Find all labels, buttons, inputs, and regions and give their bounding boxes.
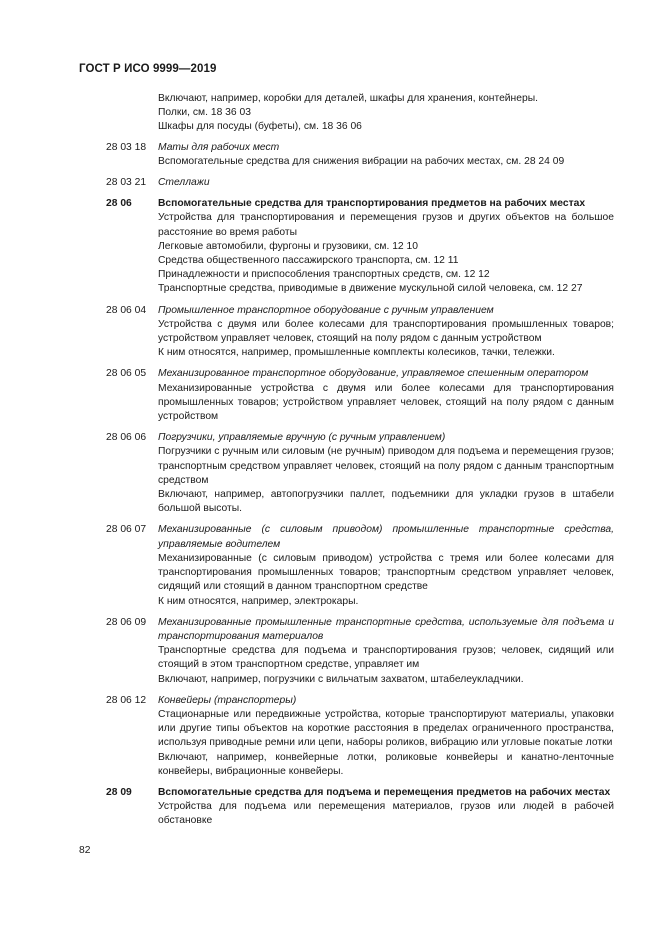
- entry-28-06-04: [106, 304, 614, 361]
- body-line: Механизированные устройства с двумя или более колесами для транспортирования промышленных товаров; устройством управляет человек, стоящий на полу рядом с данным устройством: [158, 382, 614, 423]
- entry-28-06-06: [106, 431, 614, 516]
- entry-code: 28 03 21: [106, 177, 147, 189]
- page-number: 82: [79, 845, 91, 856]
- entry-code: 28 06 05: [106, 368, 147, 380]
- classification-list: [106, 92, 614, 836]
- body-line: Устройства для подъема или перемещения материалов, грузов или людей в рабочей обстановке: [158, 801, 614, 827]
- entry-title: Вспомогательные средства для транспортирования предметов на рабочих местах: [158, 198, 586, 210]
- body-line: Включают, например, погрузчики с вильчатым захватом, штабелеукладчики.: [158, 673, 524, 685]
- entry-28-09: [106, 786, 614, 829]
- body-line: Механизированные (с силовым приводом) устройства с тремя или более колесами для транспортирования промышленных товаров; транспортным средством управляет человек, сидящий или стоящий в данном транспортном средстве: [158, 552, 614, 593]
- entry-code: 28 06: [106, 198, 132, 210]
- entry-28-06-09: [106, 616, 614, 687]
- entry-title: Стеллажи: [158, 177, 210, 189]
- entry-28-06-07: [106, 523, 614, 608]
- entry-28-06-12: [106, 694, 614, 779]
- body-line: Включают, например, коробки для деталей, шкафы для хранения, контейнеры.: [158, 93, 538, 104]
- entry-28-03-18: [106, 141, 614, 169]
- entry-28-06-05: [106, 367, 614, 424]
- entry-title: Механизированные (с силовым приводом) промышленные транспортные средства, управляемые водителем: [158, 524, 614, 550]
- entry-code: 28 03 18: [106, 141, 147, 153]
- entry-title: Механизированные промышленные транспортные средства, используемые для подъема и транспортирования материалов: [158, 616, 614, 642]
- entry-code: 28 06 09: [106, 616, 147, 628]
- entry-code: 28 06 06: [106, 432, 147, 444]
- entry-28-03-21: [106, 176, 614, 190]
- entry-title: Промышленное транспортное оборудование с ручным управлением: [158, 304, 494, 316]
- document-header: ГОСТ Р ИСО 9999—2019: [79, 63, 217, 75]
- entry-28-06: [106, 197, 614, 296]
- body-line: Полки, см. 18 36 03: [158, 107, 251, 119]
- body-line: Включают, например, конвейерные лотки, роликовые конвейеры и канатно-ленточные конвейеры, вибрационные конвейеры.: [158, 751, 614, 777]
- body-line: Устройства для транспортирования и перемещения грузов и других объектов на большое расстояние во время работы: [158, 212, 614, 238]
- entry-title: Маты для рабочих мест: [158, 141, 280, 153]
- entry-title: Механизированное транспортное оборудование, управляемое спешенным оператором: [158, 368, 589, 380]
- body-line: К ним относятся, например, электрокары.: [158, 595, 359, 607]
- body-line: Легковые автомобили, фургоны и грузовики, см. 12 10: [158, 240, 418, 252]
- body-line: Погрузчики с ручным или силовым (не ручным) приводом для подъема и перемещения грузов; транспортным средством управляет человек, стоящий на полу рядом с данным транспортным средством: [158, 446, 614, 486]
- body-line: Включают, например, автопогрузчики паллет, подъемники для укладки грузов в штабели большой высоты.: [158, 489, 614, 515]
- continuation-block: [106, 92, 614, 135]
- body-line: Стационарные или передвижные устройства, которые транспортируют материалы, упаковки или другие типы объектов на короткие расстояния в пределах ограниченного пространства, используя приводные ремни или цепи, наборы роликов, вибрацию или угловые покатые лотки: [158, 708, 614, 749]
- body-line: К ним относятся, например, промышленные комплекты колесиков, тачки, тележки.: [158, 347, 555, 359]
- entry-title: Конвейеры (транспортеры): [158, 694, 297, 706]
- entry-code: 28 06 07: [106, 524, 147, 536]
- entry-code: 28 06 04: [106, 304, 147, 316]
- body-line: Принадлежности и приспособления транспортных средств, см. 12 12: [158, 269, 490, 281]
- body-line: Средства общественного пассажирского транспорта, см. 12 11: [158, 255, 459, 267]
- body-line: Устройства с двумя или более колесами для транспортирования промышленных товаров; устройством управляет человек, стоящий на полу рядом с данным устройством: [158, 318, 614, 345]
- body-line: Шкафы для посуды (буфеты), см. 18 36 06: [158, 121, 362, 133]
- entry-title: Вспомогательные средства для подъема и перемещения предметов на рабочих местах: [158, 786, 611, 798]
- body-line: Транспортные средства, приводимые в движение мускульной силой человека, см. 12 27: [158, 283, 583, 295]
- entry-code: 28 09: [106, 786, 132, 798]
- body-line: Вспомогательные средства для снижения вибрации на рабочих местах, см. 28 24 09: [158, 155, 565, 167]
- entry-title: Погрузчики, управляемые вручную (с ручным управлением): [158, 432, 446, 444]
- entry-code: 28 06 12: [106, 694, 147, 706]
- body-line: Транспортные средства для подъема и транспортирования грузов; человек, сидящий или стоящий в этом транспортном средстве, управляет им: [158, 645, 614, 671]
